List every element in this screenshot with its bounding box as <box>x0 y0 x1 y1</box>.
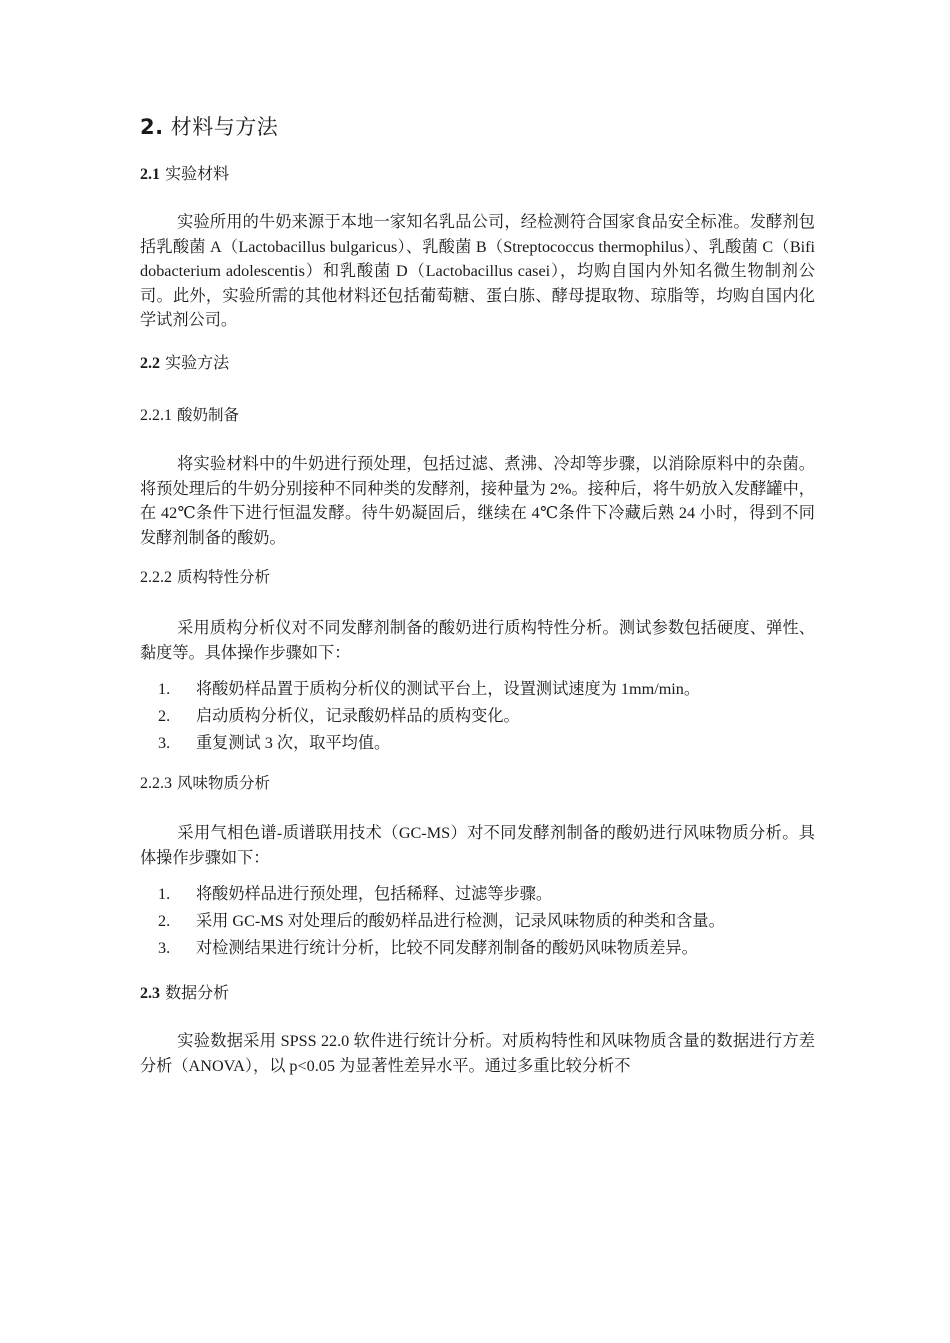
paragraph-yogurt-preparation <box>140 452 815 550</box>
list-item <box>158 703 700 730</box>
list-text: 启动质构分析仪，记录酸奶样品的质构变化。 <box>196 707 520 725</box>
list-item <box>158 881 725 908</box>
paragraph-text: 实验数据采用 SPSS 22.0 软件进行统计分析。对质构特性和风味物质含量的数据进行方差分析（ANOVA），以 p<0.05 为显著性差异水平。通过多重比较分析不 <box>140 1032 815 1075</box>
subsection-heading-2-2 <box>140 352 229 375</box>
paragraph-data-analysis <box>140 1029 815 1078</box>
subsection-heading-2-2-1 <box>140 404 239 427</box>
subsection-heading-2-1 <box>140 163 229 186</box>
paragraph-materials <box>140 210 815 333</box>
section-heading <box>140 113 278 141</box>
list-number: 2. <box>158 912 171 930</box>
subsection-title: 风味物质分析 <box>176 774 270 792</box>
section-number: 2. <box>140 115 164 139</box>
list-item <box>158 676 700 703</box>
list-text: 将酸奶样品置于质构分析仪的测试平台上，设置测试速度为 1mm/min。 <box>196 680 701 698</box>
subsection-title: 实验方法 <box>165 353 230 372</box>
subsection-title: 酸奶制备 <box>176 406 239 424</box>
subsection-title: 实验材料 <box>165 164 230 183</box>
list-text: 采用 GC-MS 对处理后的酸奶样品进行检测，记录风味物质的种类和含量。 <box>196 912 725 930</box>
list-item <box>158 935 725 962</box>
subsection-heading-2-3 <box>140 982 229 1005</box>
subsection-heading-2-2-3 <box>140 772 270 795</box>
subsection-title: 质构特性分析 <box>176 568 270 586</box>
flavor-steps-list <box>158 881 725 962</box>
list-number: 3. <box>158 734 171 752</box>
subsection-heading-2-2-2 <box>140 566 270 589</box>
subsection-number: 2.2.3 <box>140 775 172 792</box>
paragraph-text: 将实验材料中的牛奶进行预处理，包括过滤、煮沸、冷却等步骤，以消除原料中的杂菌。将预处理后的牛奶分别接种不同种类的发酵剂，接种量为 2%。接种后，将牛奶放入发酵罐中，在 42℃条件下进行恒温发酵。待牛奶凝固后，继续在 4℃条件下冷藏后熟 24 小时，得到不同发酵剂制备的酸奶。 <box>140 455 815 547</box>
list-number: 1. <box>158 885 171 903</box>
list-item <box>158 908 725 935</box>
subsection-number: 2.2.2 <box>140 569 172 586</box>
list-number: 1. <box>158 680 171 698</box>
section-title: 材料与方法 <box>170 115 279 139</box>
paragraph-text: 采用质构分析仪对不同发酵剂制备的酸奶进行质构特性分析。测试参数包括硬度、弹性、黏度等。具体操作步骤如下： <box>140 619 815 662</box>
subsection-number: 2.2.1 <box>140 407 172 424</box>
subsection-number: 2.1 <box>140 166 160 183</box>
list-text: 重复测试 3 次，取平均值。 <box>196 734 391 752</box>
list-text: 对检测结果进行统计分析，比较不同发酵剂制备的酸奶风味物质差异。 <box>196 939 698 957</box>
subsection-number: 2.3 <box>140 985 160 1002</box>
list-number: 3. <box>158 939 171 957</box>
subsection-title: 数据分析 <box>165 983 230 1002</box>
list-item <box>158 730 700 757</box>
subsection-number: 2.2 <box>140 355 160 372</box>
paragraph-texture-analysis <box>140 616 815 665</box>
list-number: 2. <box>158 707 171 725</box>
paragraph-text: 实验所用的牛奶来源于本地一家知名乳品公司，经检测符合国家食品安全标准。发酵剂包括乳酸菌 A（Lactobacillus bulgaricus）、乳酸菌 B（Streptococcus thermophilus）、乳酸菌 C（Bifidobacterium adolescentis）和乳酸菌 D（Lactobacillus casei），均购自国内外知名微生物制剂公司。此外，实验所需的其他材料还包括葡萄糖、蛋白胨、酵母提取物、琼脂等，均购自国内化学试剂公司。 <box>140 213 815 330</box>
paragraph-flavor-analysis <box>140 821 815 870</box>
paragraph-text: 采用气相色谱-质谱联用技术（GC-MS）对不同发酵剂制备的酸奶进行风味物质分析。具体操作步骤如下： <box>140 824 815 867</box>
texture-steps-list <box>158 676 700 757</box>
list-text: 将酸奶样品进行预处理，包括稀释、过滤等步骤。 <box>196 885 553 903</box>
